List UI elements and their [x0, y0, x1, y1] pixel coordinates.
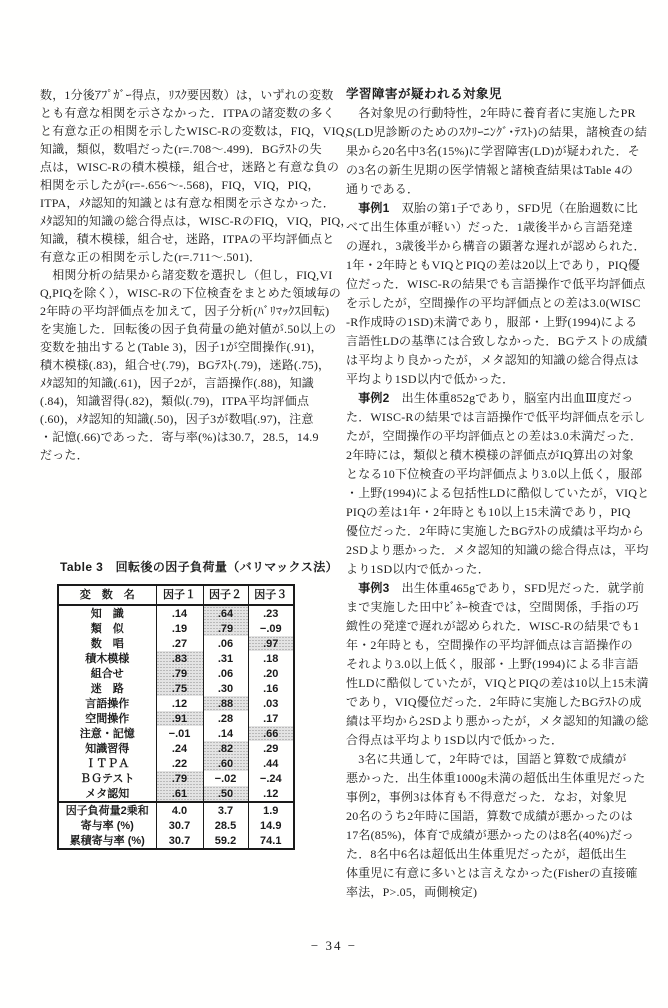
summary-value-cell: 4.0	[156, 802, 203, 818]
summary-label-cell: 累積寄与率 (%)	[69, 834, 145, 847]
text-line: (.84)，知識習得(.82)，類似(.79)，ITPA平均評価点	[40, 394, 310, 408]
loading-value-cell: .28	[203, 711, 248, 726]
text-line: 変数を抽出すると(Table 3)，因子1が空間操作(.91)，	[40, 340, 323, 354]
loading-value-cell: .24	[156, 741, 203, 756]
summary-label-cell: 寄与率 (%)	[80, 819, 134, 832]
table-row	[58, 711, 294, 726]
text-line: の3名の新生児期の医学情報と諸検査結果はTable 4の	[346, 163, 634, 177]
case-label: 事例3	[346, 581, 390, 595]
text-line: だった．	[40, 448, 89, 462]
text-line: 体重児に有意に多いとは言えなかった(Fisherの直接確	[346, 866, 638, 880]
loading-value-cell: .06	[203, 636, 248, 651]
table-summary-row	[58, 833, 294, 849]
loading-value-cell: .27	[156, 636, 203, 651]
loading-value-cell: .75	[156, 681, 203, 696]
loading-value-cell: .88	[203, 696, 248, 711]
table-row	[58, 741, 294, 756]
loading-value-cell: .23	[248, 605, 294, 621]
loading-value-cell: .97	[248, 636, 294, 651]
loading-value-cell: .79	[203, 621, 248, 636]
column-header: 因子１	[156, 585, 203, 605]
variable-name-cell: 組合せ	[90, 667, 124, 680]
text-line: た．8名中6名は超低出生体重児だったが，超低出生	[346, 847, 627, 861]
text-line: 平均より1SD以内で低かった．	[346, 372, 515, 386]
text-line: ﾒﾀ認知的知識(.61)，因子2が，言語操作(.88)，知識	[40, 376, 314, 390]
table-row	[58, 726, 294, 741]
table-row	[58, 666, 294, 681]
summary-value-cell: 30.7	[156, 833, 203, 849]
loading-value-cell: .91	[156, 711, 203, 726]
text-line: は平均より良かったが，メタ認知的知識の総合得点は	[346, 353, 639, 367]
text-line: 17名(85%)，体育で成績が悪かったのは8名(40%)だっ	[346, 828, 634, 842]
text-line: を示したが，空間操作の平均評価点との差は3.0(WISC	[346, 296, 641, 310]
column-header: 因子３	[248, 585, 294, 605]
text-line: であり，VIQ優位だった．2年時に実施したBGﾃｽﾄの成	[346, 695, 642, 709]
loading-value-cell: .79	[156, 771, 203, 786]
table-row	[58, 651, 294, 666]
loading-value-cell: .66	[248, 726, 294, 741]
text-line: 率法，P>.05，両側検定)	[346, 885, 478, 899]
loading-value-cell: .18	[248, 651, 294, 666]
page-number: − 34 −	[310, 938, 358, 953]
text-line: 位だった．WISC-Rの結果でも言語操作で低平均評価点	[346, 277, 646, 291]
variable-name-cell: ＩＴＰＡ	[85, 757, 130, 770]
loading-value-cell: −.01	[156, 726, 203, 741]
text-line: 事例1 双胎の第1子であり，SFD児（在胎週数に比	[346, 201, 638, 215]
loading-value-cell: .16	[248, 681, 294, 696]
text-line: 知識，類似，数唱だった(r=.708〜.499)．BGﾃｽﾄの失	[40, 142, 322, 156]
text-line: 相関を示したが(r=-.656〜-.568)，FIQ，VIQ，PIQ，	[40, 178, 320, 192]
text-line: 20名のうち2年時に国語，算数で成績が悪かったのは	[346, 809, 634, 823]
text-line: 通りである．	[346, 182, 420, 196]
text-line: まで実施した田中ﾋﾞﾈｰ検査では，空間関係，手指の巧	[346, 600, 640, 614]
variable-name-cell: 数 唱	[90, 637, 124, 650]
loading-value-cell: .60	[203, 756, 248, 771]
text-line: 有意な正の相関を示した(r=.711〜.501)．	[40, 250, 262, 264]
text-line: 各対象児の行動特性，2年時に養育者に実施したPR	[346, 106, 636, 120]
loading-value-cell: .31	[203, 651, 248, 666]
text-line: 緻性の発達で遅れが認められた．WISC-Rの結果でも1	[346, 619, 640, 633]
factor-loading-table	[57, 584, 295, 850]
text-line: ・記憶(.66)であった．寄与率(%)は30.7，28.5，14.9	[40, 430, 319, 444]
text-line: より1SD以内で低かった．	[346, 562, 490, 576]
variable-name-cell: 知 識	[90, 607, 124, 620]
text-line: の遅れ，3歳後半から構音の顕著な遅れが認められた．	[346, 239, 646, 253]
text-line: それより3.0以上低く，服部・上野(1994)による非言語	[346, 657, 639, 671]
text-line: べて出生体重が軽い）だった．1歳後半から言語発達	[346, 220, 633, 234]
loading-value-cell: .82	[203, 741, 248, 756]
summary-value-cell: 30.7	[156, 818, 203, 833]
text-line: 優位だった．2年時に実施したBGﾃｽﾄの成績は平均から	[346, 524, 645, 538]
variable-name-cell: メタ認知	[85, 787, 130, 800]
text-line: 2年時の平均評価点を加えて，因子分析(ﾊﾞﾘﾏｯｸｽ回転)	[40, 304, 330, 318]
text-line: と有意な正の相関を示したWISC-Rの変数は，FIQ，VIQ，	[40, 124, 357, 138]
table-header-row	[58, 585, 294, 605]
text-line: とも有意な相関を示さなかった．ITPAの諸変数の多く	[40, 106, 335, 120]
variable-name-cell: 知識習得	[85, 742, 130, 755]
table-row	[58, 756, 294, 771]
loading-value-cell: .17	[248, 711, 294, 726]
table-row	[58, 681, 294, 696]
table3-title: Table 3 回転後の因子負荷量（バリマックス法）	[60, 560, 339, 574]
table-row	[58, 786, 294, 802]
loading-value-cell: .29	[248, 741, 294, 756]
text-line: Q,PIQを除く），WISC-Rの下位検査をまとめた領域毎の	[40, 286, 342, 300]
table-summary-row	[58, 802, 294, 818]
text-line: 事例2，事例3は体育も不得意だった．なお，対象児	[346, 790, 627, 804]
text-line: 果から20名中3名(15%)に学習障害(LD)が疑われた．そ	[346, 144, 640, 158]
loading-value-cell: .12	[248, 786, 294, 802]
text-line: 悪かった．出生体重1000g未満の超低出生体重児だった	[346, 771, 646, 785]
loading-value-cell: .61	[156, 786, 203, 802]
text-line: S(LD児診断のためのｽｸﾘｰﾆﾝｸﾞ･ﾃｽﾄ)の結果，諸検査の結	[346, 125, 648, 139]
text-line: 数，1分後ｱﾌﾟｶﾞｰ得点，ﾘｽｸ要因数）は，いずれの変数	[40, 88, 334, 102]
text-line: ﾒﾀ認知的知識の総合得点は，WISC-RのFIQ，VIQ，PIQ，	[40, 214, 353, 228]
table-row	[58, 771, 294, 786]
loading-value-cell: −.24	[248, 771, 294, 786]
loading-value-cell: .06	[203, 666, 248, 681]
text-line: 合得点は平均より1SD以内で低かった．	[346, 733, 564, 747]
column-header: 変 数 名	[58, 585, 156, 605]
table-row	[58, 605, 294, 621]
section-heading: 学習障害が疑われる対象児	[346, 87, 503, 101]
text-line: 事例2 出生体重852gであり，脳室内出血Ⅲ度だっ	[346, 391, 634, 405]
loading-value-cell: .19	[156, 621, 203, 636]
loading-value-cell: .83	[156, 651, 203, 666]
loading-value-cell: .20	[248, 666, 294, 681]
text-line: 性LDに酷似していたが，VIQとPIQの差は10以上15未満	[346, 676, 649, 690]
loading-value-cell: −.02	[203, 771, 248, 786]
variable-name-cell: 空間操作	[85, 712, 130, 725]
text-line: たが，空間操作の平均評価点との差は3.0未満だった．	[346, 429, 643, 443]
text-line: を実施した．回転後の因子負荷量の絶対値が.50以上の	[40, 322, 337, 336]
text-line: となる10下位検査の平均評価点より3.0以上低く，服部	[346, 467, 643, 481]
loading-value-cell: .03	[248, 696, 294, 711]
variable-name-cell: 言語操作	[85, 697, 130, 710]
loading-value-cell: .14	[156, 605, 203, 621]
text-line: 1年・2年時ともVIQとPIQの差は20以上であり，PIQ優	[346, 258, 641, 272]
table-row	[58, 621, 294, 636]
text-line: 3名に共通して，2年時では，国語と算数で成績が	[346, 752, 627, 766]
text-line: 点は，WISC-Rの積木模様，組合せ，迷路と有意な負の	[40, 160, 340, 174]
summary-value-cell: 28.5	[203, 818, 248, 833]
text-line: た．WISC-Rの結果では言語操作で低平均評価点を示し	[346, 410, 646, 424]
summary-value-cell: 74.1	[248, 833, 294, 849]
text-line: ITPA，ﾒﾀ認知的知識とは有意な相関を示さなかった．	[40, 196, 335, 210]
text-line: PIQの差は1年・2年時とも10以上15未満であり，PIQ	[346, 505, 631, 519]
text-line: 2SDより悪かった．メタ認知的知識の総合得点は，平均	[346, 543, 649, 557]
case-label: 事例1	[346, 201, 390, 215]
summary-value-cell: 3.7	[203, 802, 248, 818]
text-line: -R作成時の1SD)未満であり，服部・上野(1994)による	[346, 315, 638, 329]
variable-name-cell: 類 似	[90, 622, 124, 635]
loading-value-cell: .12	[156, 696, 203, 711]
variable-name-cell: 迷 路	[90, 682, 124, 695]
summary-value-cell: 59.2	[203, 833, 248, 849]
right-paragraphs	[346, 104, 650, 902]
right-column	[346, 84, 650, 902]
variable-name-cell: 積木模様	[85, 652, 130, 665]
summary-value-cell: 14.9	[248, 818, 294, 833]
text-line: 2年時には，類似と積木模様の評価点がIQ算出の対象	[346, 448, 634, 462]
text-line: 績は平均から2SDより悪かったが，メタ認知的知識の総	[346, 714, 649, 728]
loading-value-cell: −.09	[248, 621, 294, 636]
table-summary-row	[58, 818, 294, 833]
table-row	[58, 636, 294, 651]
text-line: 積木模様(.83)，組合せ(.79)，BGﾃｽﾄ(.79)，迷路(.75)，	[40, 358, 331, 372]
summary-value-cell: 1.9	[248, 802, 294, 818]
loading-value-cell: .30	[203, 681, 248, 696]
loading-value-cell: .44	[248, 756, 294, 771]
text-line: ・上野(1994)による包括性LDに酷似していたが，VIQと	[346, 486, 650, 500]
text-line: 相関分析の結果から諸変数を選択し（但し，FIQ,VI	[40, 268, 333, 282]
text-line: 知識，積木模様，組合せ，迷路，ITPAの平均評価点と	[40, 232, 335, 246]
loading-value-cell: .79	[156, 666, 203, 681]
summary-label-cell: 因子負荷量2乗和	[58, 802, 156, 818]
text-line: (.60)，ﾒﾀ認知的知識(.50)，因子3が数唱(.97)，注意	[40, 412, 314, 426]
text-line: 事例3 出生体重465gであり，SFD児だった．就学前	[346, 581, 645, 595]
loading-value-cell: .64	[203, 605, 248, 621]
variable-name-cell: ＢＧテスト	[79, 772, 135, 785]
table-row	[58, 696, 294, 711]
case-label: 事例2	[346, 391, 390, 405]
column-header: 因子２	[203, 585, 248, 605]
loading-value-cell: .22	[156, 756, 203, 771]
loading-value-cell: .50	[203, 786, 248, 802]
text-line: 年・2年時とも，空間操作の平均評価点は言語操作の	[346, 638, 633, 652]
text-line: 言語性LDの基準には合致しなかった．BGテストの成績	[346, 334, 648, 348]
variable-name-cell: 注意・記憶	[79, 727, 135, 740]
loading-value-cell: .14	[203, 726, 248, 741]
left-column	[40, 86, 357, 464]
